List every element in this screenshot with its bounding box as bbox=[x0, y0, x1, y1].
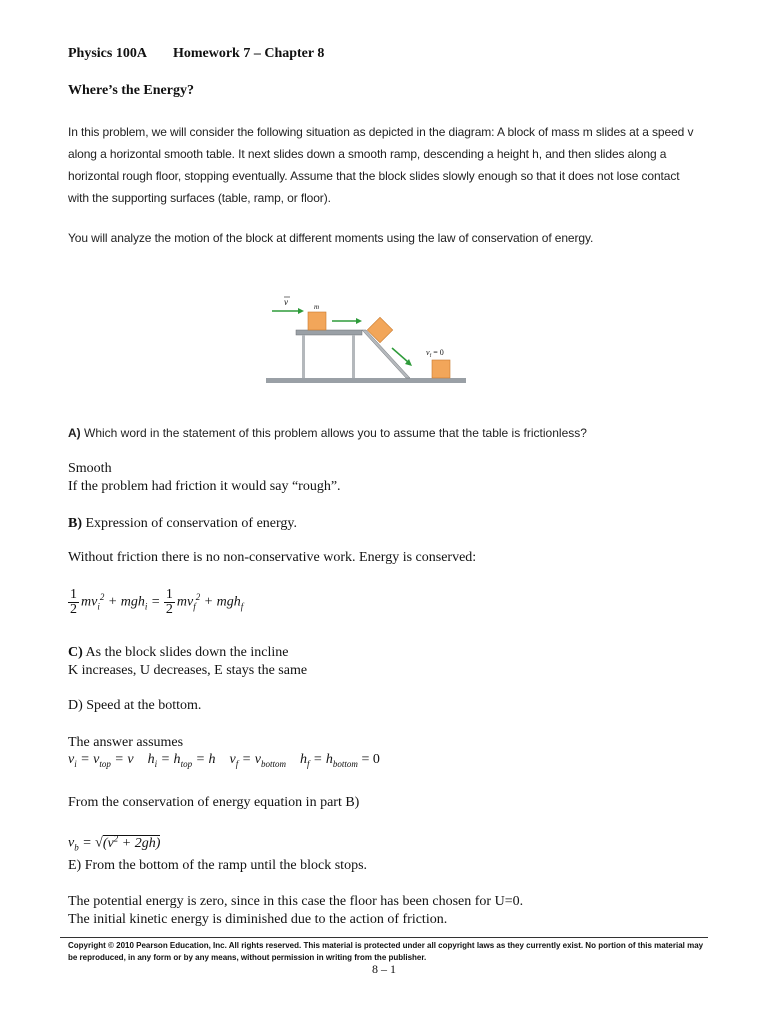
assumption-equations: $v_i = v_{top} = v$ $h_i = h_{top} = h$ $v_f = v_{bottom}$ $h_f = h_{bottom} = 0$ bbox=[68, 752, 380, 769]
part-d-assumes: The answer assumes bbox=[68, 735, 184, 750]
table-leg bbox=[352, 335, 355, 378]
page-header bbox=[68, 46, 324, 62]
part-e-line-1: The potential energy is zero, since in this case the floor has been chosen for U=0. bbox=[68, 894, 524, 909]
block-on-table bbox=[308, 312, 326, 330]
part-a-text: Which word in the statement of this problem allows you to assume that the table is frictionless? bbox=[80, 426, 587, 440]
part-a-question bbox=[68, 426, 587, 440]
part-c-heading bbox=[68, 644, 288, 661]
assignment-title: Homework 7 – Chapter 8 bbox=[172, 46, 325, 61]
page-number: 8 – 1 bbox=[372, 962, 396, 976]
part-a-answer: Smooth bbox=[68, 461, 112, 476]
part-d-heading: D) Speed at the bottom. bbox=[68, 698, 202, 713]
part-a-explanation: If the problem had friction it would say “rough”. bbox=[68, 479, 341, 494]
block-ramp-diagram bbox=[262, 292, 472, 388]
speed-equation: $v_b = √(v^2 + 2gh)$ bbox=[68, 833, 161, 853]
part-b-line: Without friction there is no non-conservative work. Energy is conserved: bbox=[68, 550, 477, 565]
part-b-label: B) bbox=[68, 516, 82, 531]
part-c-text: As the block slides down the incline bbox=[82, 645, 289, 660]
velocity-label: v bbox=[284, 297, 288, 307]
part-b-text: Expression of conservation of energy. bbox=[82, 516, 297, 531]
intro-paragraph-2: You will analyze the motion of the block at different moments using the law of conservation of energy. bbox=[68, 231, 594, 245]
mass-label: m bbox=[314, 303, 320, 311]
floor bbox=[266, 378, 466, 383]
part-e-line-2: The initial kinetic energy is diminished due to the action of friction. bbox=[68, 912, 448, 927]
block-on-floor bbox=[432, 360, 450, 378]
part-a-label: A) bbox=[68, 426, 81, 440]
velocity-arrowhead bbox=[298, 308, 304, 314]
part-b-heading bbox=[68, 515, 297, 532]
energy-equation: $\frac{1}{2}$ $mv_i^2 + mgh_i$ = $\frac{1}{2}$ $mv_f^2 + mgh_f$ bbox=[70, 587, 244, 617]
table-leg bbox=[302, 335, 305, 378]
intro-paragraph: In this problem, we will consider the following situation as depicted in the diagram: A block of mass m slides at a speed v along a horizontal smooth table. It next slides down a smooth ramp, descending a height h, and then slides along a horizontal rough floor, stopping eventually. Assume that the block slides slowly enough so that it does not lose contact with the supporting surfaces (table, ramp, or floor). bbox=[68, 125, 694, 205]
table-top bbox=[296, 330, 362, 335]
final-velocity-label: $v_f = 0$ bbox=[426, 348, 444, 359]
course-name: Physics 100A bbox=[68, 46, 147, 61]
part-c-label: C) bbox=[68, 645, 83, 660]
footer-divider bbox=[60, 937, 708, 938]
motion-arrowhead bbox=[356, 318, 362, 324]
part-c-line: K increases, U decreases, E stays the same bbox=[68, 663, 308, 678]
copyright-notice: Copyright © 2010 Pearson Education, Inc. All rights reserved. This material is protected under all copyright laws as they currently exist. No portion of this material may be reproduced, in any form or by any means, without permission in writing from the publisher. bbox=[68, 941, 704, 962]
problem-title: Where’s the Energy? bbox=[68, 83, 194, 98]
ramp-arrow bbox=[392, 348, 408, 362]
part-d-from: From the conservation of energy equation in part B) bbox=[68, 795, 360, 810]
ramp bbox=[362, 330, 410, 378]
part-e-heading: E) From the bottom of the ramp until the block stops. bbox=[68, 858, 368, 873]
